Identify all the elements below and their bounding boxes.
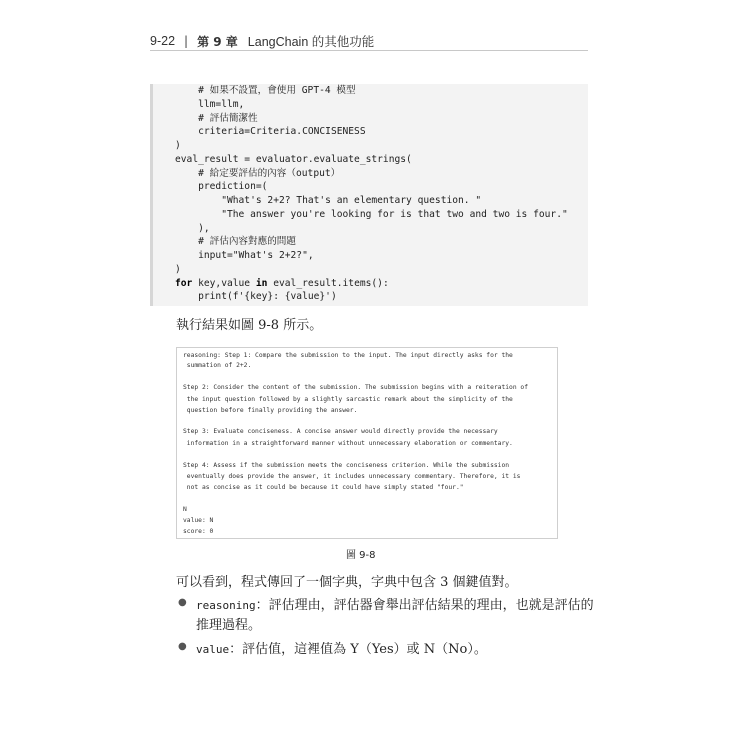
bullet-item-value xyxy=(196,638,487,657)
output-line: not as concise as it could be because it could have simply stated "four." xyxy=(183,484,464,491)
bullet-text-continuation: 推理過程。 xyxy=(196,618,262,633)
output-line: N xyxy=(183,506,187,513)
header-separator: | xyxy=(184,34,189,48)
code-line: # 評估簡潔性 xyxy=(175,113,258,124)
output-line: Step 4: Assess if the submission meets the conciseness criterion. While the submission xyxy=(183,462,510,469)
code-line: input="What's 2+2?", xyxy=(175,250,314,261)
bullet-text: ：評估值，這裡值為 Y（Yes）或 N（No）。 xyxy=(229,642,487,657)
code-line: print(f'{key}: {value}') xyxy=(175,291,337,302)
summary-paragraph: 可以看到，程式傳回了一個字典，字典中包含 3 個鍵值對。 xyxy=(176,575,518,590)
code-block xyxy=(150,84,588,306)
page-number: 9-22 xyxy=(150,34,176,48)
header-rule xyxy=(150,50,588,51)
bullet-marker: ● xyxy=(178,597,187,608)
code-fragment: eval_result.items(): xyxy=(267,278,389,289)
output-line: Step 3: Evaluate conciseness. A concise answer would directly provide the necessary xyxy=(183,428,498,435)
output-figure xyxy=(176,347,558,539)
figure-caption: 圖 9-8 xyxy=(346,550,376,561)
code-line: # 給定要評估的內容（output） xyxy=(175,168,341,179)
code-line: eval_result = evaluator.evaluate_strings( xyxy=(175,154,412,165)
code-line: # 如果不設置，會使用 GPT-4 模型 xyxy=(175,85,356,96)
output-line: question before finally providing the answer. xyxy=(183,407,358,414)
bullet-marker: ● xyxy=(178,641,187,652)
code-line: prediction=( xyxy=(175,181,268,192)
output-line: summation of 2+2. xyxy=(183,362,252,369)
chapter-title: LangChain 的其他功能 xyxy=(247,35,375,49)
code-line: ) xyxy=(175,140,181,151)
code-line: "What's 2+2? That's an elementary question. " xyxy=(175,195,482,206)
keyword-in: in xyxy=(255,278,268,289)
code-line: llm=llm, xyxy=(175,99,245,110)
output-line: Step 2: Consider the content of the submission. The submission begins with a reiteration of xyxy=(183,384,528,391)
code-line: ) xyxy=(175,264,181,275)
intro-paragraph: 執行結果如圖 9-8 所示。 xyxy=(176,318,323,333)
code-line: # 評估內容對應的問題 xyxy=(175,236,296,247)
bullet-text: ：評估理由，評估器會舉出評估結果的理由，也就是評估的 xyxy=(255,598,594,613)
output-line: reasoning: Step 1: Compare the submission to the input. The input directly asks for the xyxy=(183,352,513,359)
output-line: the input question followed by a slightly sarcastic remark about the simplicity of the xyxy=(183,396,513,403)
code-fragment: key,value xyxy=(192,278,256,289)
page-header xyxy=(150,30,590,52)
bullet-key: reasoning xyxy=(196,599,256,612)
chapter-label: 第 9 章 xyxy=(197,34,238,49)
bullet-item-reasoning xyxy=(196,594,594,613)
output-line: value: N xyxy=(183,517,214,524)
code-line: "The answer you're looking for is that two and two is four." xyxy=(175,209,568,220)
code-line-for xyxy=(175,277,389,290)
output-line: information in a straightforward manner without unnecessary elaboration or commentary. xyxy=(183,440,513,447)
bullet-key: value xyxy=(196,643,230,656)
output-line: score: 0 xyxy=(183,528,214,535)
output-line: eventually does provide the answer, it includes unnecessary commentary. Therefore, it is xyxy=(183,473,521,480)
code-line: criteria=Criteria.CONCISENESS xyxy=(175,126,366,137)
code-line: ), xyxy=(175,223,210,234)
keyword-for: for xyxy=(175,278,193,289)
